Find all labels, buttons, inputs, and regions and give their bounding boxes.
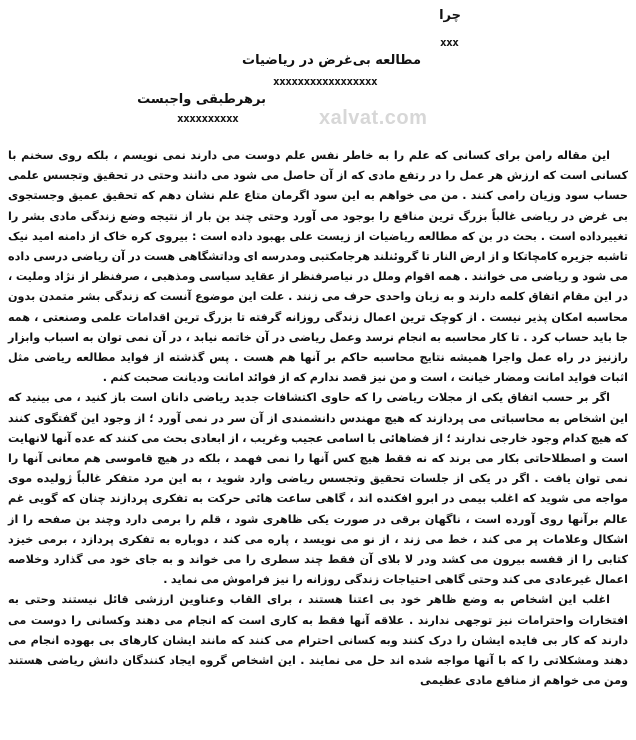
article-subtitle-stars: xxxxxxxxxx — [177, 112, 239, 125]
paragraph-1: این مقاله رامن برای کسانی که علم را به خاطر نفس علم دوست می دارند نمی نویسم ، بلکه روی سخنم با کسانی است که ارزش هر عمل را در رتفع مادی که از آن حاصل می شود می دانند وحتی در تحقیق وتجسس علمی حساب سود وزیان رامی کنند . من می خواهم به این سود اگرمان متاع علم نشان دهم که تحقیق عمیق وجستجوی بی غرض در ریاضی غالباً بزرگ ترین منافع را بوجود می آورد وحتی چند بن بار از نتیجه وضع زندگی مادی بشر را تغییرداده است . بحث در بن که مطالعه ریاضیات از زیست علی بهبود داده است : بیروی کره خاک از دامنه امید نیک تاشبه جزیره کامچاتکا و از ارض النار تا گروئنلند هرجامکتبی ومدرسه ای وداتشگاهی هست در آن ریاضی درسی داده می شود و ریاضی می خوانند . همه اقوام وملل در نیاصرفنظر از عقاید سیاسی ومذهبی ، صرفنظر از نژاد وملیت ، در این مقام اتفاق کلمه دارند و به زبان واحدی حرف می زنند . علت این موضوع آنست که زندگی بشر متمدن بدون محاسبه امکان پذیر نیست . از کوچک ترین اعمال زندگی روزانه گرفته تا بزرگ ترین اقدامات علمی وصنعتی ، همه جا باید حساب کرد . تا کار محاسبه به انجام نرسد وعمل ریاضی در آن خاتمه نیابد ، در آن نمی توان به اسباب وابزار رازنیز در راه عمل واجرا همیشه نتایج محاسبه حاکم بر آنها هم هست . پس گذشته از فواید مطالعه ریاضی مثل اثبات فواید امانت ومضار خیانت ، است و من نیز قصد ندارم که از فوائد امانت ودیانت صحبت کنم . — [8, 149, 628, 385]
article-title-stars: xxxxxxxxxxxxxxxxx — [273, 75, 378, 88]
heading-why-stars: xxx — [440, 36, 459, 49]
article-body — [8, 146, 628, 691]
article-title: مطالعه بی‌غرض در ریاضیات — [242, 53, 421, 68]
article-subtitle: برهرطبقی واجبست — [137, 92, 266, 107]
heading-why: چرا — [439, 8, 461, 23]
paragraph-2: اگر بر حسب اتفاق یکی از مجلات ریاضی را که حاوی اکتشافات جدید ریاضی دانان است باز کنید ، می بینید که این اشخاص به محاسباتی می پردازند که هیچ مهندس دانشمندی از آن سر در نمی آورد ؛ از وجود این گفتگوی کنند که هیچ کدام وجود خارجی ندارند ؛ از فضاهائی با اسامی عجیب وغریب ، از ابعادی بحث می کنند که عده آنها لانهایت است و اصطلاحاتی بکار می برند که نه فقط هیچ کس آنها را نمی فهمد ، بلکه در هیچ قاموسی هم معانی آنها را نمی توان یافت . اگر در یکی از جلسات تحقیق وتجسس ریاضی وارد شوید ، به این مرد متفکر غالباً ژولیده موی مواجه می شوید که اغلب بیمی در ابرو افکنده اند ، گاهی ساعت هائی حرکت به تفکری پردازند چنان که گویی غم عالم برآنها روی آورده است ، ناگهان برقی در صورت یکی ظاهری شود ، قلم را برمی دارد وچند بن صفحه را از اشکال وعلامات پر می کند ، خط می زند ، از نو می نویسد ، پاره می کند ، دوباره به تفکری پردازد ، برمی خیزد کتابی را از قفسه بیرون می کشد ودر لا بلای آن فقط چند سطری را می خواند و به جای خود می گذارد وخلاصه اعمال غیرعادی می کند وحتی گاهی احتیاجات زندگی روزانه را نیز فراموش می نماید . — [8, 391, 628, 587]
site-watermark: xalvat.com — [319, 107, 428, 129]
paragraph-3: اغلب این اشخاص به وضع ظاهر خود بی اعتنا هستند ، برای القاب وعناوین ارزشی قائل نیستند وحتی به افتخارات واحترامات نیز توجهی ندارند . علاقه آنها فقط به کاری است که انجام می دهند وکسانی را دوست می دارند که کار بی فایده ایشان را درک کنند وبه کسانی احترام می کنند که مانند ایشان کارهای بی بهوده انجام می دهند ومشکلاتی را که با آنها مواجه شده اند حل می نمایند . این اشخاص گروه ایجاد کنندگان دانش ریاضی هستند ومن می خواهم از منافع مادی عظیمی — [8, 593, 628, 688]
